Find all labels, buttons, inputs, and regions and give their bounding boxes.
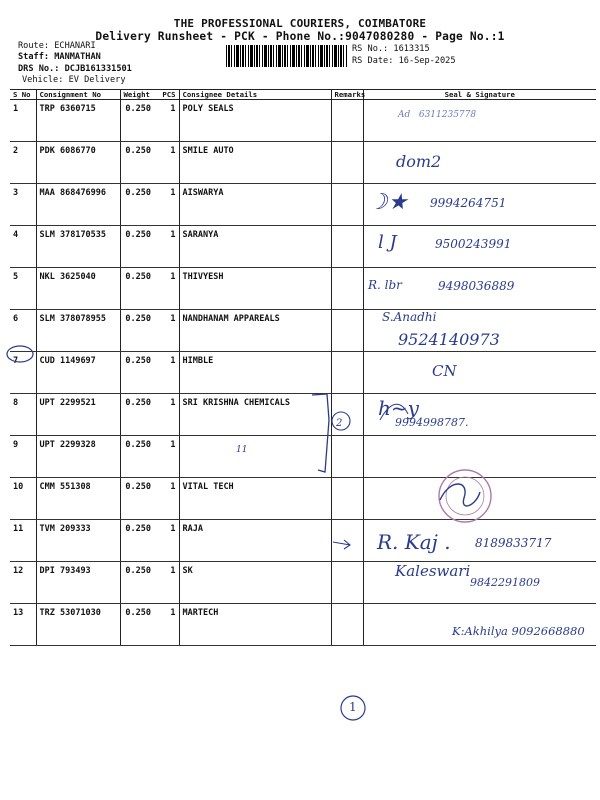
- runsheet-subtitle: Delivery Runsheet - PCK - Phone No.:9047080280 - Page No.:1: [95, 30, 505, 43]
- signature-8-phone: 9994998787.: [395, 416, 469, 429]
- signature-3-mark: ☽★: [368, 190, 408, 215]
- cell-pcs: 1: [154, 352, 179, 394]
- cell-weight: 0.250: [120, 142, 154, 184]
- drs-line: [18, 64, 132, 75]
- signature-6-name: S.Anadhi: [382, 310, 437, 324]
- signature-2: dom2: [396, 152, 442, 171]
- cell-sno: 5: [10, 268, 36, 310]
- cell-consignment: PDK 6086770: [36, 142, 120, 184]
- cell-consignee: RAJA: [179, 520, 331, 562]
- col-remarks: Remarks: [331, 90, 363, 100]
- table-row: [10, 394, 596, 436]
- cell-remarks: [331, 100, 363, 142]
- cell-remarks: [331, 226, 363, 268]
- cell-remarks: [331, 436, 363, 478]
- signature-6-phone: 9524140973: [398, 330, 500, 349]
- cell-consignee: THIVYESH: [179, 268, 331, 310]
- table-header-row: [10, 90, 596, 100]
- signature-1: Ad 6311235778: [398, 110, 477, 120]
- route-line: [18, 41, 96, 52]
- cell-weight: 0.250: [120, 268, 154, 310]
- signature-4-mark: l J: [378, 232, 397, 253]
- cell-remarks: [331, 394, 363, 436]
- signature-11-phone: 8189833717: [475, 536, 552, 550]
- table-row: [10, 184, 596, 226]
- cell-pcs: 1: [154, 520, 179, 562]
- table-row: [10, 478, 596, 520]
- cell-weight: 0.250: [120, 184, 154, 226]
- vehicle-value: EV Delivery: [68, 75, 126, 85]
- cell-pcs: 1: [154, 100, 179, 142]
- cell-seal: [363, 436, 596, 478]
- cell-sno: 10: [10, 478, 36, 520]
- cell-weight: 0.250: [120, 394, 154, 436]
- cell-consignee: VITAL TECH: [179, 478, 331, 520]
- col-sno: S No: [10, 90, 36, 100]
- cell-sno: 6: [10, 310, 36, 352]
- cell-pcs: 1: [154, 394, 179, 436]
- table-row: [10, 142, 596, 184]
- staff-line: [18, 52, 101, 63]
- cell-pcs: 1: [154, 268, 179, 310]
- signature-11-name: R. Kaj .: [377, 530, 451, 554]
- cell-consignment: MAA 868476996: [36, 184, 120, 226]
- signature-3-phone: 9994264751: [430, 196, 507, 210]
- staff-value: MANMATHAN: [54, 52, 101, 62]
- cell-pcs: 1: [154, 226, 179, 268]
- rs-date-label: RS Date:: [352, 56, 394, 66]
- cell-sno: 7: [10, 352, 36, 394]
- cell-weight: 0.250: [120, 562, 154, 604]
- table-row: [10, 100, 596, 142]
- vehicle-label: Vehicle:: [22, 75, 64, 85]
- cell-seal: [363, 100, 596, 142]
- cell-remarks: [331, 142, 363, 184]
- cell-weight: 0.250: [120, 520, 154, 562]
- cell-remarks: [331, 562, 363, 604]
- cell-consignee: SK: [179, 562, 331, 604]
- cell-consignee: SMILE AUTO: [179, 142, 331, 184]
- cell-consignee: NANDHANAM APPAREALS: [179, 310, 331, 352]
- cell-sno: 2: [10, 142, 36, 184]
- cell-consignee: [179, 436, 331, 478]
- cell-remarks: [331, 352, 363, 394]
- vehicle-line: [22, 75, 126, 86]
- cell-seal: [363, 478, 596, 520]
- cell-sno: 12: [10, 562, 36, 604]
- cell-pcs: 1: [154, 310, 179, 352]
- cell-sno: 13: [10, 604, 36, 646]
- company-title: THE PROFESSIONAL COURIERS, COIMBATORE: [173, 17, 427, 30]
- col-pcs: PCS: [154, 90, 179, 100]
- cell-consignment: TRP 6360715: [36, 100, 120, 142]
- cell-pcs: 1: [154, 436, 179, 478]
- col-weight: Weight: [120, 90, 154, 100]
- rs-date-line: [352, 56, 456, 66]
- cell-pcs: 1: [154, 184, 179, 226]
- cell-weight: 0.250: [120, 604, 154, 646]
- signature-4-phone: 9500243991: [435, 237, 512, 251]
- cell-remarks: [331, 310, 363, 352]
- drs-value: DCJB161331501: [64, 64, 132, 74]
- drs-label: DRS No.:: [18, 64, 60, 74]
- cell-consignment: CMM 551308: [36, 478, 120, 520]
- cell-seal: [363, 352, 596, 394]
- signature-12-name: Kaleswari: [395, 562, 471, 580]
- cell-pcs: 1: [154, 478, 179, 520]
- cell-sno: 11: [10, 520, 36, 562]
- cell-consignee: AISWARYA: [179, 184, 331, 226]
- barcode: [226, 45, 348, 67]
- route-label: Route:: [18, 41, 50, 51]
- cell-sno: 9: [10, 436, 36, 478]
- col-consignment: Consignment No: [36, 90, 120, 100]
- cell-consignment: SLM 378170535: [36, 226, 120, 268]
- runsheet-table: [10, 89, 596, 646]
- table-row: [10, 352, 596, 394]
- cell-pcs: 1: [154, 604, 179, 646]
- signature-7: CN: [432, 362, 457, 380]
- staff-label: Staff:: [18, 52, 50, 62]
- route-value: ECHANARI: [54, 41, 96, 51]
- signature-5-phone: 9498036889: [438, 279, 515, 293]
- svg-text:2: 2: [336, 418, 343, 429]
- cell-sno: 8: [10, 394, 36, 436]
- cell-remarks: [331, 184, 363, 226]
- cell-sno: 3: [10, 184, 36, 226]
- cell-consignee: MARTECH: [179, 604, 331, 646]
- signature-12-phone: 9842291809: [470, 576, 540, 589]
- cell-weight: 0.250: [120, 226, 154, 268]
- cell-consignee: SRI KRISHNA CHEMICALS: [179, 394, 331, 436]
- cell-consignment: TRZ 53071030: [36, 604, 120, 646]
- signature-13: K:Akhilya 9092668880: [452, 624, 585, 638]
- cell-weight: 0.250: [120, 478, 154, 520]
- cell-sno: 1: [10, 100, 36, 142]
- col-consignee: Consignee Details: [179, 90, 331, 100]
- cell-consignment: UPT 2299521: [36, 394, 120, 436]
- rs-no-line: [352, 44, 430, 54]
- cell-remarks: [331, 604, 363, 646]
- cell-consignment: TVM 209333: [36, 520, 120, 562]
- cell-consignment: SLM 378078955: [36, 310, 120, 352]
- col-seal-signature: Seal & Signature: [363, 90, 596, 100]
- cell-weight: 0.250: [120, 352, 154, 394]
- cell-consignment: UPT 2299328: [36, 436, 120, 478]
- row-9-mark: 11: [236, 445, 248, 455]
- table-row: [10, 310, 596, 352]
- signature-8-mark: h~y: [378, 396, 419, 420]
- cell-consignment: NKL 3625040: [36, 268, 120, 310]
- rs-no-label: RS No.:: [352, 44, 389, 54]
- cell-remarks: [331, 478, 363, 520]
- rs-date-value: 16-Sep-2025: [398, 56, 456, 66]
- cell-consignment: DPI 793493: [36, 562, 120, 604]
- cell-consignee: HIMBLE: [179, 352, 331, 394]
- cell-sno: 4: [10, 226, 36, 268]
- cell-remarks: [331, 268, 363, 310]
- cell-consignment: CUD 1149697: [36, 352, 120, 394]
- cell-consignee: POLY SEALS: [179, 100, 331, 142]
- page-mark: 1: [349, 700, 357, 714]
- cell-pcs: 1: [154, 142, 179, 184]
- rs-no-value: 1613315: [393, 44, 430, 54]
- table-row: [10, 436, 596, 478]
- signature-5-mark: R. lbr: [368, 278, 402, 292]
- cell-consignee: SARANYA: [179, 226, 331, 268]
- cell-remarks: [331, 520, 363, 562]
- cell-pcs: 1: [154, 562, 179, 604]
- cell-weight: 0.250: [120, 436, 154, 478]
- cell-weight: 0.250: [120, 310, 154, 352]
- cell-weight: 0.250: [120, 100, 154, 142]
